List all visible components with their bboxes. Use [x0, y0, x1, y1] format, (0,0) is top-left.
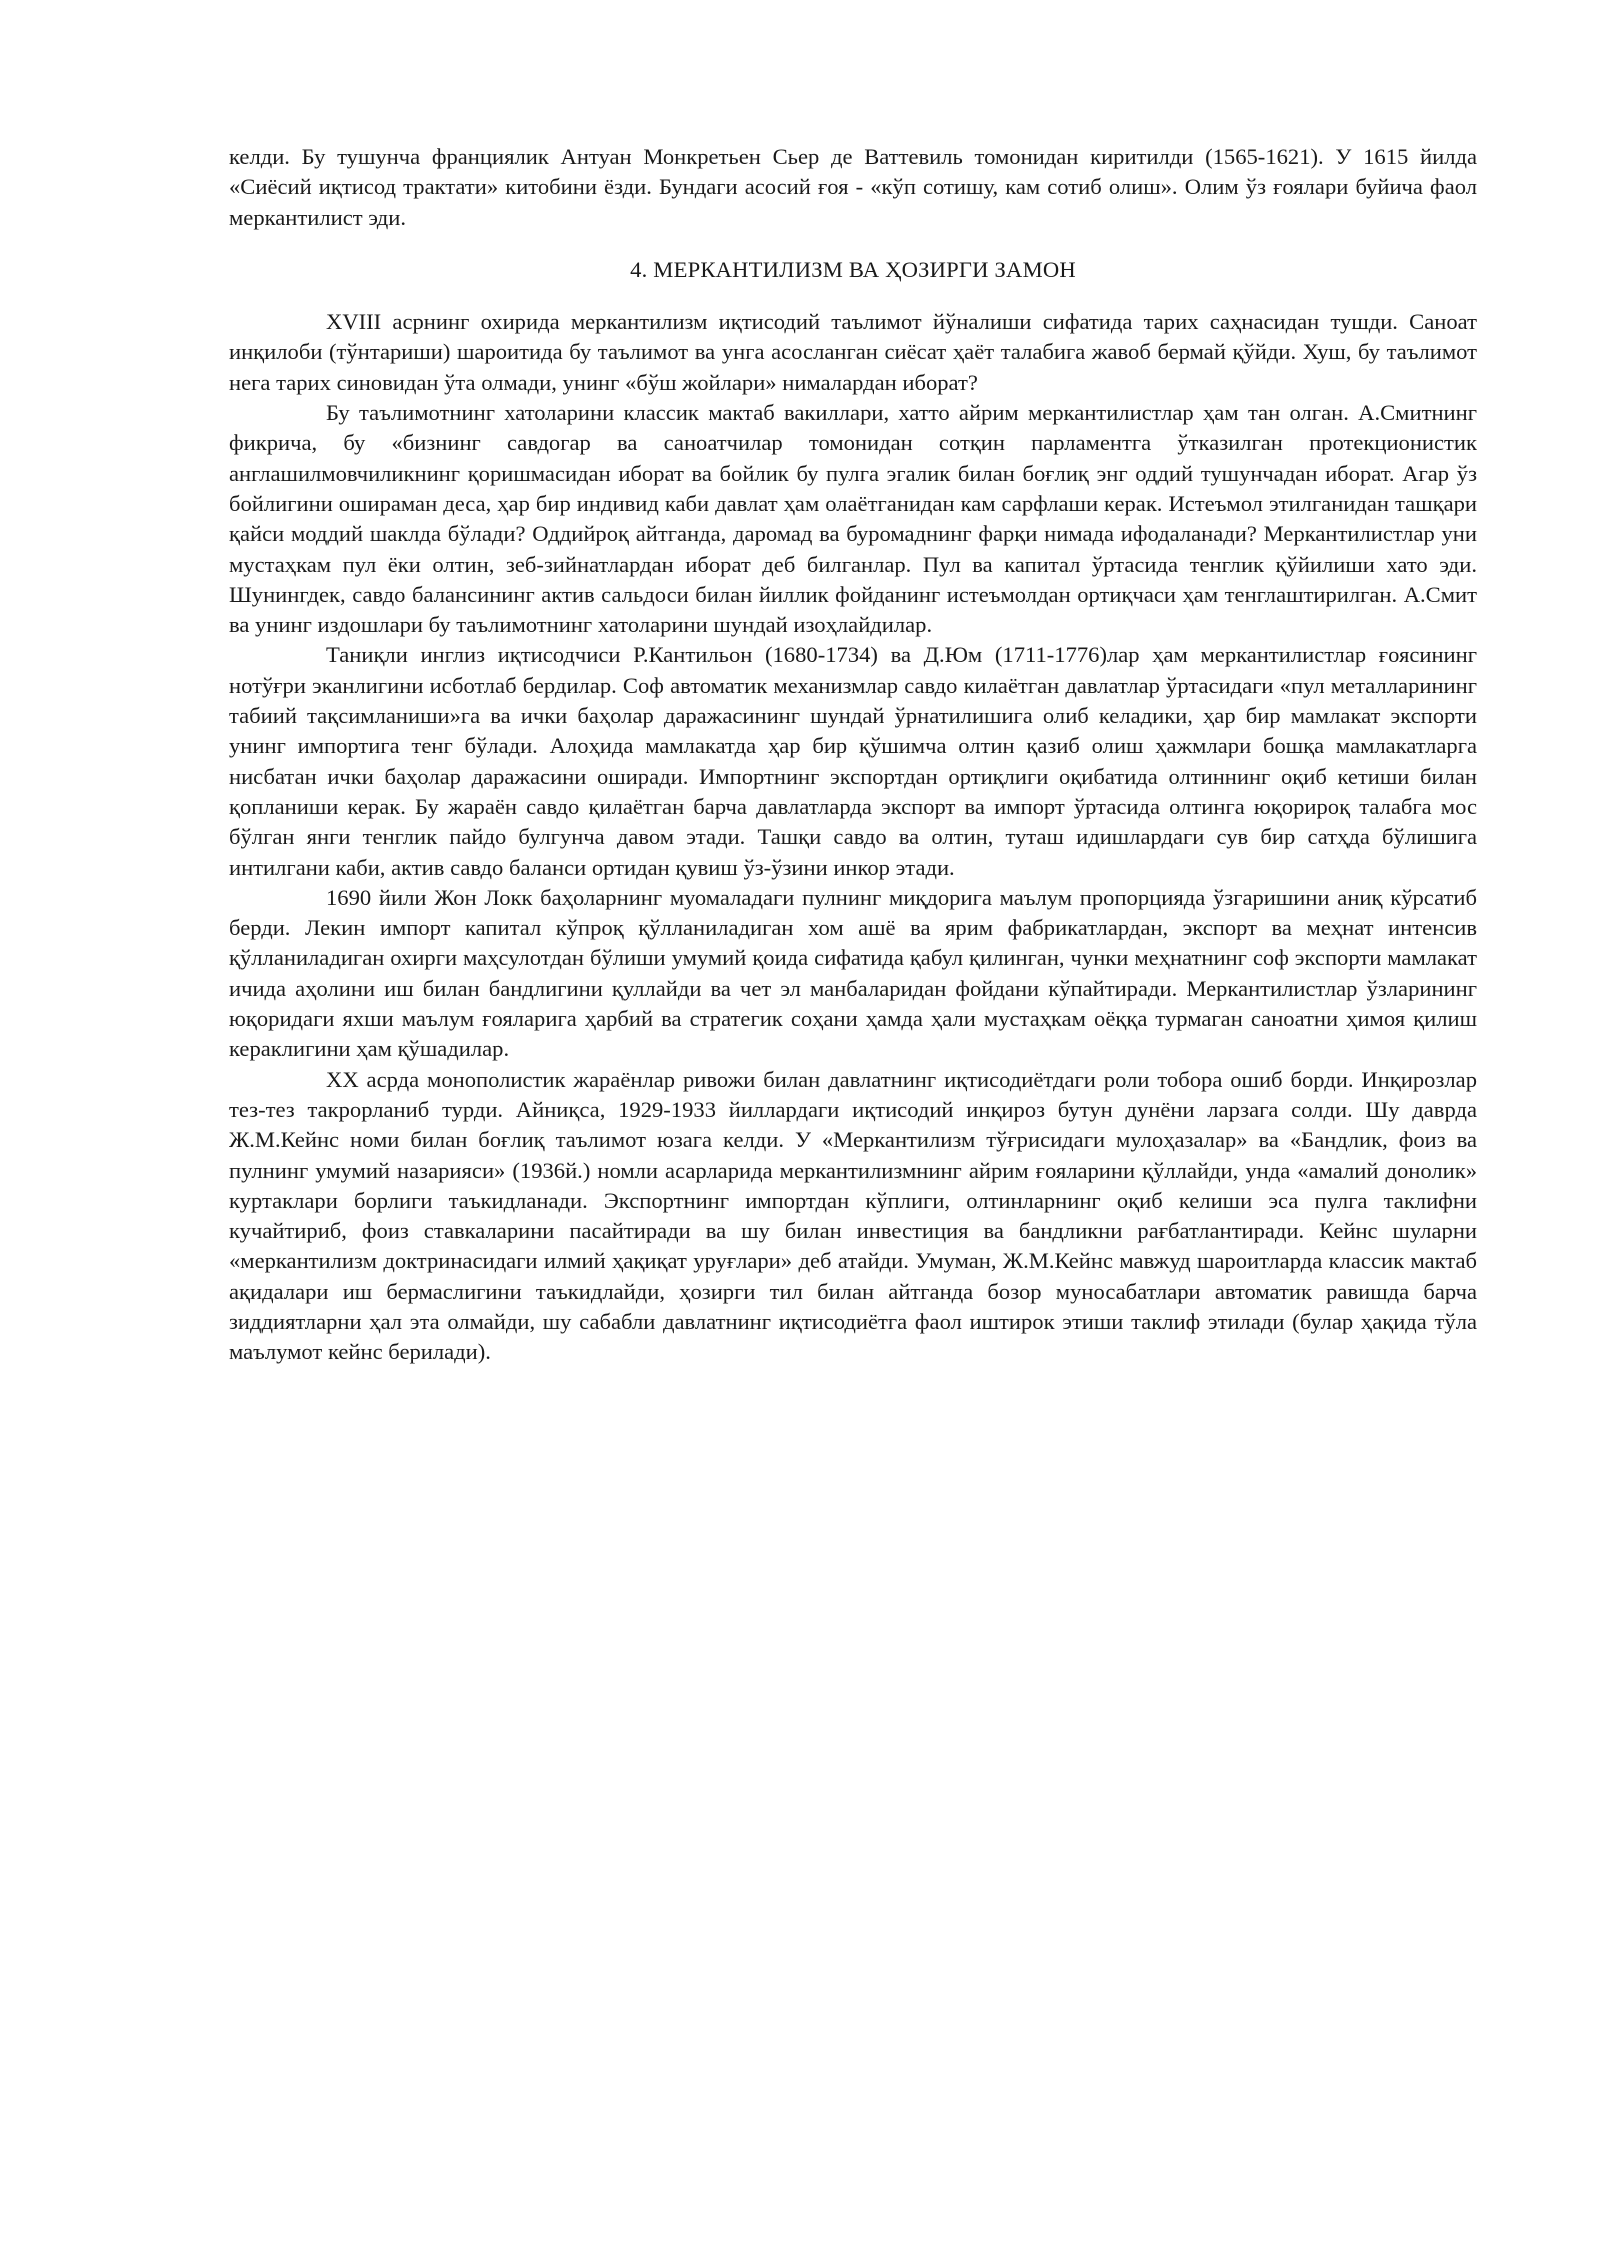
body-paragraph-2: Бу таълимотнинг хатоларини классик мактаб вакиллари, хатто айрим меркантилистлар ҳам тан олган. А.Смитнинг фикрича, бу «бизнинг савдогар ва саноатчилар томонидан сотқин парламентга ўтказилган протекционистик англашилмовчиликнинг қоришмасидан иборат ва бойлик бу пулга эгалик билан боғлиқ энг оддий тушунчадан иборат. Агар ўз бойлигини ошираман деса, ҳар бир индивид каби давлат ҳам олаётганидан кам сарфлаши керак. Истеъмол этилганидан ташқари қайси моддий шаклда бўлади? Оддийроқ айтганда, даромад ва буромаднинг фарқи нимада ифодаланади? Меркантилистлар уни мустаҳкам пул ёки олтин, зеб-зийнатлардан иборат деб билганлар. Пул ва капитал ўртасида тенглик қўйилиши хато эди. Шунингдек, савдо балансининг актив сальдоси билан йиллик фойданинг истеъмолдан ортиқчаси ҳам тенглаштирилган. А.Смит ва унинг издошлари бу таълимотнинг хатоларини шундай изоҳлайдилар.: [229, 400, 1477, 638]
document-page: [229, 142, 1477, 1368]
intro-paragraph: келди. Бу тушунча франциялик Антуан Монкретьен Сьер де Ваттевиль томонидан киритилди (1565-1621). У 1615 йилда «Сиёсий иқтисод трактати» китобини ёзди. Бундаги асосий ғоя - «кўп сотишу, кам сотиб олиш». Олим ўз ғоялари буйича фаол меркантилист эди.: [229, 144, 1477, 230]
body-paragraph-1: XVIII асрнинг охирида меркантилизм иқтисодий таълимот йўналиши сифатида тарих саҳнасидан тушди. Саноат инқилоби (тўнтариши) шароитида бу таълимот ва унга асосланган сиёсат ҳаёт талабига жавоб бермай қўйди. Хуш, бу таълимот нега тарих синовидан ўта олмади, унинг «бўш жойлари» нималардан иборат?: [229, 309, 1477, 395]
body-paragraph-3: Таниқли инглиз иқтисодчиси Р.Кантильон (1680-1734) ва Д.Юм (1711-1776)лар ҳам меркантилистлар ғоясининг нотўғри эканлигини исботлаб бердилар. Соф автоматик механизмлар савдо килаётган давлатлар ўртасидаги «пул металларининг табиий тақсимланиши»га ва ички баҳолар даражасининг шундай ўрнатилишига олиб келадики, ҳар бир мамлакат экспорти унинг импортига тенг бўлади. Алоҳида мамлакатда ҳар бир қўшимча олтин қазиб олиш ҳажмлари бошқа мамлакатларга нисбатан ички баҳолар даражасини оширади. Импортнинг экспортдан ортиқлиги оқибатида олтиннинг оқиб кетиши билан қопланиши керак. Бу жараён савдо қилаётган барча давлатларда экспорт ва импорт ўртасида олтинга юқорироқ талабга мос бўлган янги тенглик пайдо булгунча давом этади. Ташқи савдо ва олтин, туташ идишлардаги сув бир сатҳда бўлишига интилгани каби, актив савдо баланси ортидан қувиш ўз-ўзини инкор этади.: [229, 642, 1477, 880]
body-paragraph-4: 1690 йили Жон Локк баҳоларнинг муомаладаги пулнинг миқдорига маълум пропорцияда ўзгаришини аниқ кўрсатиб берди. Лекин импорт капитал кўпроқ қўлланиладиган хом ашё ва ярим фабрикатлардан, экспорт ва меҳнат интенсив қўлланиладиган охирги маҳсулотдан бўлиши умумий қоида сифатида қабул қилинган, чунки меҳнатнинг соф экспорти мамлакат ичида аҳолини иш билан бандлигини қуллайди ва чет эл манбаларидан фойдани кўпайтиради. Меркантилистлар ўзларининг юқоридаги яхши маълум ғояларига ҳарбий ва стратегик соҳани ҳамда ҳали мустаҳкам оёққа турмаган саноатни ҳимоя қилиш кераклигини ҳам қўшадилар.: [229, 884, 1477, 1062]
section-heading: 4. МЕРКАНТИЛИЗМ ВА ҲОЗИРГИ ЗАМОН: [630, 256, 1076, 282]
body-paragraph-5: XX асрда монополистик жараёнлар ривожи билан давлатнинг иқтисодиётдаги роли тобора ошиб борди. Инқирозлар тез-тез такрорланиб турди. Айниқса, 1929-1933 йиллардаги иқтисодий инқироз бутун дунёни ларзага солди. Шу даврда Ж.М.Кейнс номи билан боғлиқ таълимот юзага келди. У «Меркантилизм тўғрисидаги мулоҳазалар» ва «Бандлик, фоиз ва пулнинг умумий назарияси» (1936й.) номли асарларида меркантилизмнинг айрим ғояларини қўллайди, унда «амалий донолик» куртаклари борлиги таъкидланади. Экспортнинг импортдан кўплиги, олтинларнинг оқиб келиши эса пулга таклифни кучайтириб, фоиз ставкаларини пасайтиради ва шу билан инвестиция ва бандликни рағбатлантиради. Кейнс шуларни «меркантилизм доктринасидаги илмий ҳақиқат уруғлари» деб атайди. Умуман, Ж.М.Кейнс мавжуд шароитларда классик мактаб ақидалари иш бермаслигини таъкидлайди, ҳозирги тил билан айтганда бозор муносабатлари автоматик равишда барча зиддиятларни ҳал эта олмайди, шу сабабли давлатнинг иқтисодиётга фаол иштирок этиши таклиф этилади (булар ҳақида тўла маълумот кейнс берилади).: [229, 1066, 1477, 1365]
